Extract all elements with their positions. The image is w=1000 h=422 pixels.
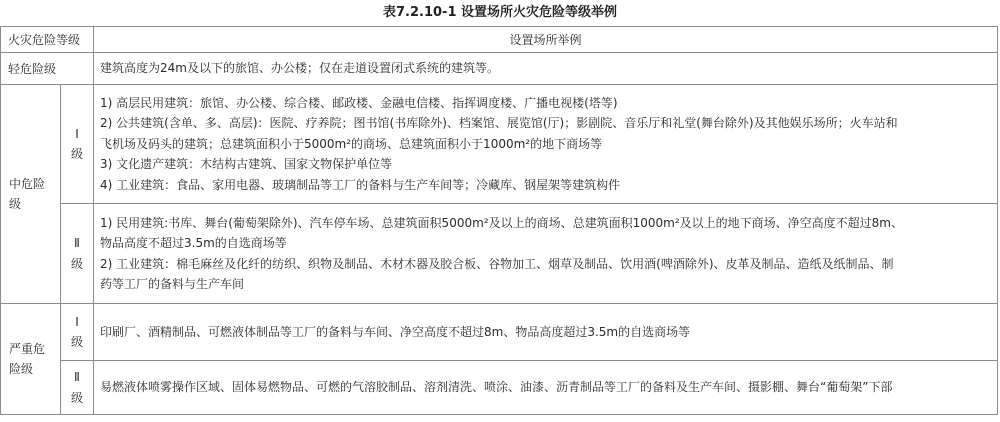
- middle-g2-line-1: 1) 民用建筑:书库、舞台(葡萄架除外)、汽车停车场、总建筑面积5000m²及以上的商场、总建筑面积1000m²及以上的地下商场、净空高度不超过8m、: [100, 215, 903, 230]
- header-examples: 设置场所举例: [94, 27, 998, 53]
- middle-g1-line-3: 飞机场及码头的建筑；总建筑面积小于5000m²的商场、总建筑面积小于1000m²的地下商场等: [100, 136, 603, 151]
- middle-g1-line-2: 2) 公共建筑(含单、多、高层)：医院、疗养院；图书馆(书库除外)、档案馆、展览馆(厅)；影剧院、音乐厅和礼堂(舞台除外)及其他娱乐场所；火车站和: [100, 116, 898, 131]
- severe-grade-1-label: [61, 304, 94, 361]
- severe-grade-2-label: [61, 361, 94, 415]
- middle-grade-2-examples: [94, 204, 998, 304]
- middle-g1-line-5: 4) 工业建筑：食品、家用电器、玻璃制品等工厂的备料与生产车间等；冷藏库、钢屋架等建筑构件: [100, 177, 621, 192]
- row-light-hazard: [1, 53, 998, 85]
- table-header-row: [1, 27, 998, 53]
- severe-grade-1-examples: [94, 304, 998, 361]
- middle-g2-line-3: 2) 工业建筑：棉毛麻丝及化纤的纺织、织物及制品、木材木器及胶合板、谷物加工、烟草及制品、饮用酒(啤酒除外)、皮革及制品、造纸及纸制品、制: [100, 256, 894, 271]
- middle-grade-2-label: [61, 204, 94, 304]
- table-title: 表7.2.10-1 设置场所火灾危险等级举例: [382, 5, 618, 20]
- severe-grade-1-suffix: 级: [71, 335, 84, 349]
- middle-grade-1-numeral: Ⅰ: [75, 126, 79, 141]
- row-severe-grade-2: [1, 361, 998, 415]
- hazard-classification-table: [0, 26, 998, 415]
- light-line-1: 建筑高度为24m及以下的旅馆、办公楼；仅在走道设置闭式系统的建筑等。: [100, 61, 499, 76]
- middle-grade-1-label: [61, 85, 94, 204]
- severe-grade-2-suffix: 级: [71, 390, 84, 405]
- severe-g2-line-1: 易燃液体喷雾操作区域、固体易燃物品、可燃的气溶胶制品、溶剂清洗、喷涂、油漆、沥青制品等工厂的备料及生产车间、摄影棚、舞台“葡萄架”下部: [100, 380, 893, 395]
- severe-g1-line-1: 印刷厂、酒精制品、可燃液体制品等工厂的备料与车间、净空高度不超过8m、物品高度超过3.5m的自选商场等: [100, 324, 691, 339]
- row-middle-grade-2: [1, 204, 998, 304]
- middle-hazard-label-part-2: 级: [9, 197, 22, 211]
- row-severe-grade-1: [1, 304, 998, 361]
- middle-g1-line-4: 3) 文化遗产建筑：木结构古建筑、国家文物保护单位等: [100, 157, 393, 172]
- middle-grade-1-examples: [94, 85, 998, 204]
- light-hazard-examples: [94, 53, 998, 85]
- middle-g2-line-4: 药等工厂的备料与生产车间: [100, 277, 245, 291]
- severe-grade-1-numeral: Ⅰ: [75, 314, 79, 329]
- light-hazard-label: 轻危险级: [1, 53, 94, 85]
- header-hazard-level: 火灾危险等级: [1, 27, 94, 53]
- middle-g2-line-2: 物品高度不超过3.5m的自选商场等: [100, 236, 287, 250]
- middle-grade-2-numeral: Ⅱ: [74, 236, 80, 250]
- severe-grade-2-examples: [94, 361, 998, 415]
- middle-g1-line-1: 1) 高层民用建筑：旅馆、办公楼、综合楼、邮政楼、金融电信楼、指挥调度楼、广播电视楼(塔等): [100, 95, 618, 110]
- middle-grade-1-suffix: 级: [71, 147, 84, 161]
- severe-hazard-label: [1, 304, 61, 415]
- severe-hazard-label-part-1: 严重危: [9, 341, 46, 356]
- row-middle-grade-1: [1, 85, 998, 204]
- middle-grade-2-suffix: 级: [71, 256, 84, 271]
- severe-grade-2-numeral: Ⅱ: [74, 370, 80, 384]
- middle-hazard-label-part-1: 中危险: [9, 176, 46, 191]
- severe-hazard-label-part-2: 险级: [9, 362, 34, 376]
- middle-hazard-label: [1, 85, 61, 304]
